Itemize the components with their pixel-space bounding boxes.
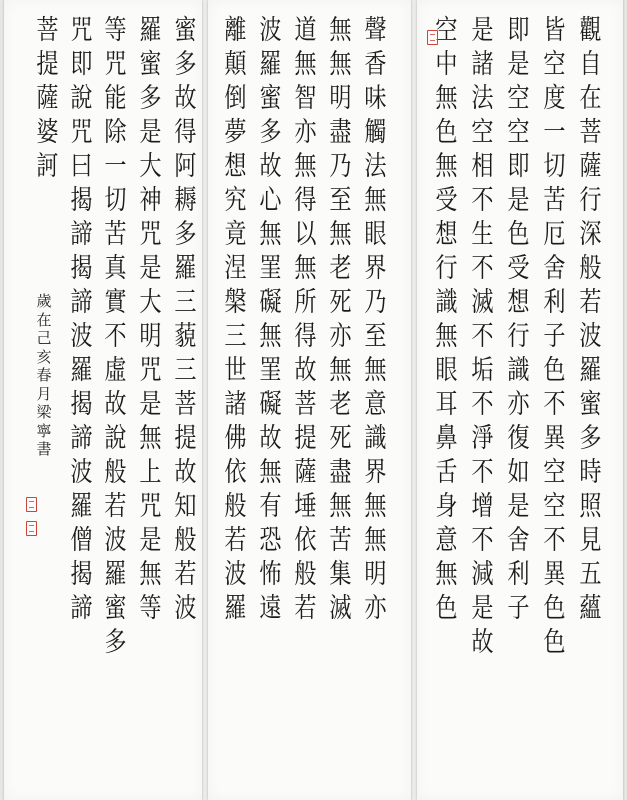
glyph: 多 [103, 627, 127, 658]
glyph: 書 [36, 440, 52, 458]
glyph: 羅 [69, 355, 93, 386]
glyph: 無 [434, 83, 458, 114]
panel-middle [208, 0, 411, 800]
glyph: 大 [138, 287, 162, 318]
glyph: 依 [293, 525, 317, 556]
panel-left [4, 0, 202, 800]
glyph: 明 [328, 83, 352, 114]
glyph: 老 [328, 253, 352, 284]
glyph: 揭 [69, 559, 93, 590]
glyph: 識 [434, 287, 458, 318]
glyph: 夢 [223, 117, 247, 148]
glyph: 子 [506, 593, 530, 624]
glyph: 薩 [35, 83, 59, 114]
glyph: 在 [578, 83, 602, 114]
text-column [358, 14, 392, 626]
text-column [465, 14, 499, 660]
glyph: 依 [223, 457, 247, 488]
glyph: 無 [363, 525, 387, 556]
glyph: 罣 [258, 355, 282, 386]
glyph: 菩 [173, 389, 197, 420]
glyph: 菩 [578, 117, 602, 148]
glyph: 所 [293, 287, 317, 318]
glyph: 想 [434, 219, 458, 250]
glyph: 恐 [258, 525, 282, 556]
glyph: 諸 [223, 389, 247, 420]
glyph: 集 [328, 559, 352, 590]
glyph: 多 [173, 49, 197, 80]
glyph: 空 [542, 457, 566, 488]
glyph: 婆 [35, 117, 59, 148]
glyph: 子 [542, 321, 566, 352]
glyph: 般 [293, 559, 317, 590]
glyph: 無 [363, 355, 387, 386]
glyph: 意 [434, 525, 458, 556]
glyph: 是 [138, 525, 162, 556]
glyph: 罣 [258, 253, 282, 284]
glyph: 無 [138, 423, 162, 454]
glyph: 多 [258, 117, 282, 148]
glyph: 不 [103, 321, 127, 352]
glyph: 僧 [69, 525, 93, 556]
glyph: 埵 [293, 491, 317, 522]
glyph: 垢 [470, 355, 494, 386]
glyph: 色 [434, 117, 458, 148]
glyph: 滅 [328, 593, 352, 624]
glyph: 羅 [138, 15, 162, 46]
glyph: 不 [470, 457, 494, 488]
glyph: 無 [328, 219, 352, 250]
glyph: 不 [470, 525, 494, 556]
glyph: 乃 [363, 287, 387, 318]
glyph: 得 [293, 321, 317, 352]
glyph: 知 [173, 491, 197, 522]
glyph: 味 [363, 83, 387, 114]
glyph: 得 [293, 185, 317, 216]
glyph: 想 [223, 151, 247, 182]
glyph: 羅 [258, 49, 282, 80]
glyph: 無 [138, 559, 162, 590]
glyph: 故 [293, 355, 317, 386]
glyph: 意 [363, 389, 387, 420]
glyph: 受 [506, 253, 530, 284]
glyph: 是 [470, 15, 494, 46]
glyph: 無 [434, 151, 458, 182]
text-column [168, 14, 202, 626]
glyph: 滅 [470, 287, 494, 318]
glyph: 無 [293, 253, 317, 284]
glyph: 礙 [258, 287, 282, 318]
glyph: 無 [328, 491, 352, 522]
glyph: 識 [363, 423, 387, 454]
glyph: 遠 [258, 593, 282, 624]
glyph: 界 [363, 253, 387, 284]
glyph: 無 [258, 219, 282, 250]
glyph: 深 [578, 219, 602, 250]
glyph: 咒 [69, 15, 93, 46]
glyph: 得 [173, 117, 197, 148]
glyph: 提 [35, 49, 59, 80]
glyph: 波 [578, 321, 602, 352]
glyph: 蘊 [578, 593, 602, 624]
glyph: 咒 [138, 219, 162, 250]
glyph: 礙 [258, 389, 282, 420]
glyph: 想 [506, 287, 530, 318]
glyph: 明 [363, 559, 387, 590]
glyph: 空 [470, 117, 494, 148]
glyph: 相 [470, 151, 494, 182]
glyph: 是 [138, 117, 162, 148]
glyph: 切 [103, 185, 127, 216]
glyph: 寧 [36, 421, 52, 440]
glyph: 多 [173, 219, 197, 250]
text-column [323, 14, 357, 626]
glyph: 身 [434, 491, 458, 522]
glyph: 般 [223, 491, 247, 522]
glyph: 行 [578, 185, 602, 216]
glyph: 不 [542, 525, 566, 556]
glyph: 般 [103, 457, 127, 488]
text-column [133, 14, 167, 626]
panel-right [417, 0, 623, 800]
glyph: 苦 [542, 185, 566, 216]
glyph: 耳 [434, 389, 458, 420]
glyph: 耨 [173, 185, 197, 216]
glyph: 舍 [506, 525, 530, 556]
glyph: 無 [328, 15, 352, 46]
glyph: 咒 [69, 117, 93, 148]
glyph: 觀 [578, 15, 602, 46]
glyph: 等 [103, 15, 127, 46]
glyph: 咒 [103, 49, 127, 80]
signature-seal-1 [26, 497, 37, 512]
glyph: 怖 [258, 559, 282, 590]
glyph: 是 [470, 593, 494, 624]
glyph: 無 [293, 151, 317, 182]
glyph: 多 [138, 83, 162, 114]
glyph: 薩 [293, 457, 317, 488]
glyph: 苦 [328, 525, 352, 556]
glyph: 藐 [173, 321, 197, 352]
glyph: 故 [258, 151, 282, 182]
glyph: 以 [293, 219, 317, 250]
glyph: 諦 [69, 219, 93, 250]
glyph: 槃 [223, 287, 247, 318]
glyph: 故 [173, 457, 197, 488]
glyph: 咒 [138, 491, 162, 522]
glyph: 舍 [542, 253, 566, 284]
glyph: 薩 [578, 151, 602, 182]
glyph: 盡 [328, 117, 352, 148]
glyph: 自 [578, 49, 602, 80]
glyph: 咒 [138, 355, 162, 386]
glyph: 老 [328, 389, 352, 420]
glyph: 心 [258, 185, 282, 216]
glyph: 羅 [223, 593, 247, 624]
glyph: 度 [542, 83, 566, 114]
glyph: 不 [470, 389, 494, 420]
glyph: 復 [506, 423, 530, 454]
glyph: 色 [542, 593, 566, 624]
glyph: 蜜 [173, 15, 197, 46]
glyph: 故 [470, 627, 494, 658]
glyph: 是 [506, 491, 530, 522]
signature-inscription [34, 292, 54, 459]
glyph: 無 [434, 559, 458, 590]
glyph: 菩 [293, 389, 317, 420]
glyph: 蜜 [258, 83, 282, 114]
glyph: 歲 [36, 292, 52, 310]
glyph: 諸 [470, 49, 494, 80]
glyph: 鼻 [434, 423, 458, 454]
glyph: 不 [542, 389, 566, 420]
glyph: 佛 [223, 423, 247, 454]
glyph: 是 [506, 49, 530, 80]
glyph: 阿 [173, 151, 197, 182]
glyph: 竟 [223, 219, 247, 250]
glyph: 不 [470, 185, 494, 216]
glyph: 至 [328, 185, 352, 216]
glyph: 無 [363, 185, 387, 216]
glyph: 淨 [470, 423, 494, 454]
glyph: 三 [173, 287, 197, 318]
glyph: 揭 [69, 253, 93, 284]
glyph: 空 [506, 83, 530, 114]
glyph: 空 [542, 49, 566, 80]
glyph: 亦 [293, 117, 317, 148]
text-column [537, 14, 571, 660]
glyph: 不 [470, 253, 494, 284]
glyph: 若 [223, 525, 247, 556]
glyph: 月 [36, 384, 52, 403]
glyph: 般 [578, 253, 602, 284]
glyph: 法 [470, 83, 494, 114]
glyph: 中 [434, 49, 458, 80]
glyph: 波 [258, 15, 282, 46]
glyph: 羅 [578, 355, 602, 386]
glyph: 是 [138, 253, 162, 284]
glyph: 即 [506, 15, 530, 46]
glyph: 皆 [542, 15, 566, 46]
glyph: 色 [434, 593, 458, 624]
glyph: 神 [138, 185, 162, 216]
glyph: 故 [103, 389, 127, 420]
glyph: 五 [578, 559, 602, 590]
glyph: 道 [293, 15, 317, 46]
text-column [253, 14, 287, 626]
glyph: 故 [258, 423, 282, 454]
glyph: 三 [223, 321, 247, 352]
glyph: 亥 [36, 347, 52, 366]
glyph: 減 [470, 559, 494, 590]
glyph: 己 [36, 329, 52, 347]
glyph: 提 [173, 423, 197, 454]
glyph: 大 [138, 151, 162, 182]
glyph: 亦 [328, 321, 352, 352]
text-column [218, 14, 252, 626]
glyph: 切 [542, 151, 566, 182]
glyph: 若 [173, 559, 197, 590]
glyph: 苦 [103, 219, 127, 250]
text-column [288, 14, 322, 626]
glyph: 識 [506, 355, 530, 386]
glyph: 諦 [69, 287, 93, 318]
glyph: 波 [69, 321, 93, 352]
glyph: 三 [173, 355, 197, 386]
glyph: 法 [363, 151, 387, 182]
glyph: 不 [470, 321, 494, 352]
glyph: 無 [328, 49, 352, 80]
glyph: 波 [223, 559, 247, 590]
glyph: 羅 [103, 559, 127, 590]
glyph: 利 [542, 287, 566, 318]
corner-seal [427, 30, 438, 45]
glyph: 蜜 [138, 49, 162, 80]
glyph: 死 [328, 287, 352, 318]
glyph: 波 [69, 457, 93, 488]
glyph: 即 [69, 49, 93, 80]
glyph: 空 [542, 491, 566, 522]
glyph: 究 [223, 185, 247, 216]
glyph: 是 [506, 185, 530, 216]
text-column [573, 14, 607, 626]
glyph: 是 [138, 389, 162, 420]
glyph: 無 [328, 355, 352, 386]
glyph: 蜜 [578, 389, 602, 420]
glyph: 羅 [173, 253, 197, 284]
glyph: 色 [542, 355, 566, 386]
glyph: 若 [578, 287, 602, 318]
glyph: 春 [36, 366, 52, 384]
text-column [429, 14, 463, 626]
glyph: 無 [258, 321, 282, 352]
glyph: 有 [258, 491, 282, 522]
glyph: 觸 [363, 117, 387, 148]
glyph: 顛 [223, 49, 247, 80]
glyph: 波 [103, 525, 127, 556]
glyph: 梁 [36, 403, 52, 421]
glyph: 涅 [223, 253, 247, 284]
glyph: 至 [363, 321, 387, 352]
text-column [501, 14, 535, 626]
glyph: 離 [223, 15, 247, 46]
glyph: 無 [293, 49, 317, 80]
glyph: 無 [434, 321, 458, 352]
glyph: 明 [138, 321, 162, 352]
glyph: 能 [103, 83, 127, 114]
glyph: 一 [542, 117, 566, 148]
glyph: 生 [470, 219, 494, 250]
glyph: 乃 [328, 151, 352, 182]
glyph: 舌 [434, 457, 458, 488]
glyph: 無 [258, 457, 282, 488]
glyph: 眼 [434, 355, 458, 386]
glyph: 若 [103, 491, 127, 522]
glyph: 蜜 [103, 593, 127, 624]
glyph: 利 [506, 559, 530, 590]
glyph: 界 [363, 457, 387, 488]
glyph: 空 [434, 15, 458, 46]
glyph: 波 [173, 593, 197, 624]
text-column [64, 14, 98, 626]
glyph: 見 [578, 525, 602, 556]
glyph: 眼 [363, 219, 387, 250]
glyph: 訶 [35, 151, 59, 182]
glyph: 故 [173, 83, 197, 114]
glyph: 即 [506, 151, 530, 182]
signature-seal-2 [26, 521, 37, 536]
glyph: 行 [434, 253, 458, 284]
glyph: 盡 [328, 457, 352, 488]
glyph: 增 [470, 491, 494, 522]
glyph: 諦 [69, 593, 93, 624]
glyph: 異 [542, 559, 566, 590]
glyph: 多 [578, 423, 602, 454]
glyph: 如 [506, 457, 530, 488]
glyph: 曰 [69, 151, 93, 182]
glyph: 實 [103, 287, 127, 318]
glyph: 厄 [542, 219, 566, 250]
glyph: 照 [578, 491, 602, 522]
glyph: 在 [36, 310, 52, 329]
glyph: 說 [69, 83, 93, 114]
glyph: 般 [173, 525, 197, 556]
glyph: 若 [293, 593, 317, 624]
glyph: 倒 [223, 83, 247, 114]
text-column [98, 14, 132, 660]
glyph: 智 [293, 83, 317, 114]
glyph: 時 [578, 457, 602, 488]
glyph: 揭 [69, 185, 93, 216]
glyph: 虛 [103, 355, 127, 386]
glyph: 等 [138, 593, 162, 624]
glyph: 無 [363, 491, 387, 522]
glyph: 死 [328, 423, 352, 454]
glyph: 一 [103, 151, 127, 182]
glyph: 色 [506, 219, 530, 250]
glyph: 說 [103, 423, 127, 454]
glyph: 色 [542, 627, 566, 658]
glyph: 真 [103, 253, 127, 284]
text-column [30, 14, 64, 184]
glyph: 諦 [69, 423, 93, 454]
glyph: 亦 [506, 389, 530, 420]
glyph: 菩 [35, 15, 59, 46]
glyph: 世 [223, 355, 247, 386]
glyph: 上 [138, 457, 162, 488]
glyph: 異 [542, 423, 566, 454]
glyph: 提 [293, 423, 317, 454]
glyph: 除 [103, 117, 127, 148]
glyph: 揭 [69, 389, 93, 420]
glyph: 香 [363, 49, 387, 80]
glyph: 受 [434, 185, 458, 216]
glyph: 聲 [363, 15, 387, 46]
glyph: 行 [506, 321, 530, 352]
glyph: 亦 [363, 593, 387, 624]
glyph: 羅 [69, 491, 93, 522]
glyph: 空 [506, 117, 530, 148]
